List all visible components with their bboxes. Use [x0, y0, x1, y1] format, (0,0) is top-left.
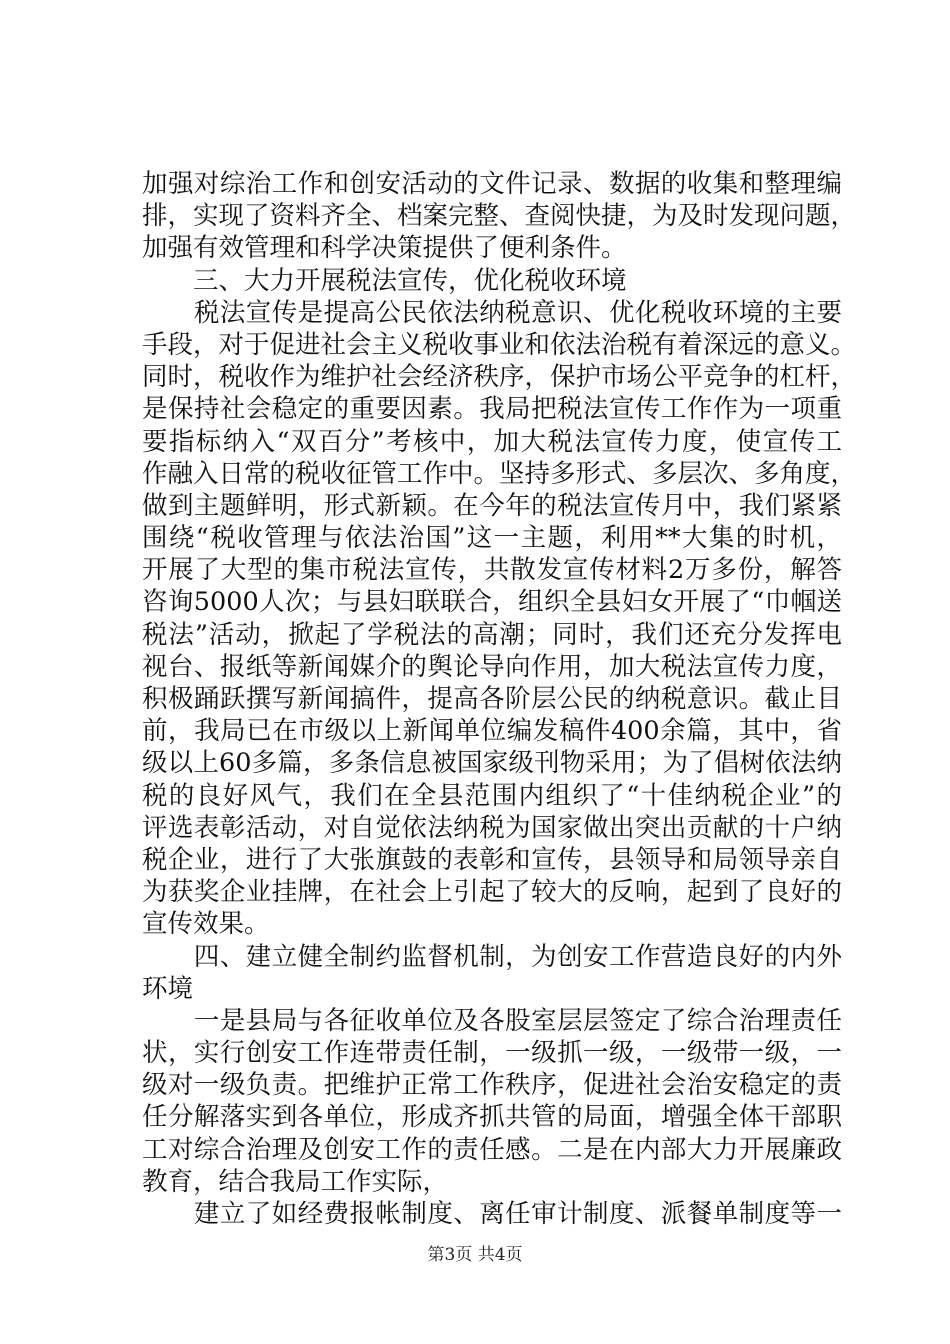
text-line: 同时，税收作为维护社会经济秩序，保护市场公平竞争的杠杆， — [142, 362, 857, 393]
text-line: 要指标纳入“双百分”考核中，加大税法宣传力度，使宣传工 — [142, 426, 842, 457]
text-line: 咨询5000人次；与县妇联联合，组织全县妇女开展了“巾帼送 — [142, 587, 842, 618]
text-line: 加强有效管理和科学决策提供了便利条件。 — [142, 233, 627, 264]
text-line: 税法宣传是提高公民依法纳税意识、优化税收环境的主要 — [142, 297, 842, 328]
text-line: 环境 — [142, 973, 194, 1004]
text-line: 视台、报纸等新闻媒介的舆论导向作用，加大税法宣传力度， — [142, 651, 842, 682]
page-footer: 第3页 共4页 — [427, 1245, 523, 1265]
text-line: 手段，对于促进社会主义税收事业和依法治税有着深远的意义。 — [142, 329, 857, 360]
document-body — [142, 168, 857, 1230]
text-line: 做到主题鲜明，形式新颖。在今年的税法宣传月中，我们紧紧 — [142, 490, 842, 521]
text-line: 状，实行创安工作连带责任制，一级抓一级，一级带一级，一 — [142, 1038, 842, 1069]
text-line: 工对综合治理及创安工作的责任感。二是在内部大力开展廉政 — [142, 1134, 842, 1165]
text-line: 开展了大型的集市税法宣传，共散发宣传材料2万多份，解答 — [142, 555, 842, 586]
text-line: 税法”活动，掀起了学税法的高潮；同时，我们还充分发挥电 — [142, 619, 842, 650]
text-line: 三、大力开展税法宣传，优化税收环境 — [142, 265, 627, 296]
text-line: 围绕“税收管理与依法治国”这一主题，利用**大集的时机， — [142, 523, 842, 554]
text-line: 宣传效果。 — [142, 909, 270, 940]
text-line: 税的良好风气，我们在全县范围内组织了“十佳纳税企业”的 — [142, 780, 842, 811]
text-line: 建立了如经费报帐制度、离任审计制度、派餐单制度等一 — [142, 1199, 842, 1229]
text-line: 四、建立健全制约监督机制，为创安工作营造良好的内外 — [142, 941, 842, 972]
text-line: 作融入日常的税收征管工作中。坚持多形式、多层次、多角度， — [142, 458, 857, 489]
text-line: 级以上60多篇，多条信息被国家级刊物采用；为了倡树依法纳 — [142, 748, 842, 779]
text-line: 一是县局与各征收单位及各股室层层签定了综合治理责任 — [142, 1005, 842, 1036]
text-line: 级对一级负责。把维护正常工作秩序，促进社会治安稳定的责 — [142, 1070, 842, 1101]
text-line: 任分解落实到各单位，形成齐抓共管的局面，增强全体干部职 — [142, 1102, 842, 1133]
text-line: 评选表彰活动，对自觉依法纳税为国家做出突出贡献的十户纳 — [142, 812, 842, 843]
text-line: 前，我局已在市级以上新闻单位编发稿件400余篇，其中，省 — [142, 716, 842, 747]
text-line: 加强对综治工作和创安活动的文件记录、数据的收集和整理编 — [142, 169, 842, 199]
text-line: 为获奖企业挂牌，在社会上引起了较大的反响，起到了良好的 — [142, 877, 842, 908]
text-line: 排，实现了资料齐全、档案完整、查阅快捷，为及时发现问题， — [142, 201, 857, 232]
text-line: 是保持社会稳定的重要因素。我局把税法宣传工作作为一项重 — [142, 394, 842, 425]
text-line: 积极踊跃撰写新闻搞件，提高各阶层公民的纳税意识。截止目 — [142, 684, 842, 714]
text-line: 教育，结合我局工作实际， — [142, 1166, 449, 1197]
text-line: 税企业，进行了大张旗鼓的表彰和宣传，县领导和局领导亲自 — [142, 844, 842, 875]
